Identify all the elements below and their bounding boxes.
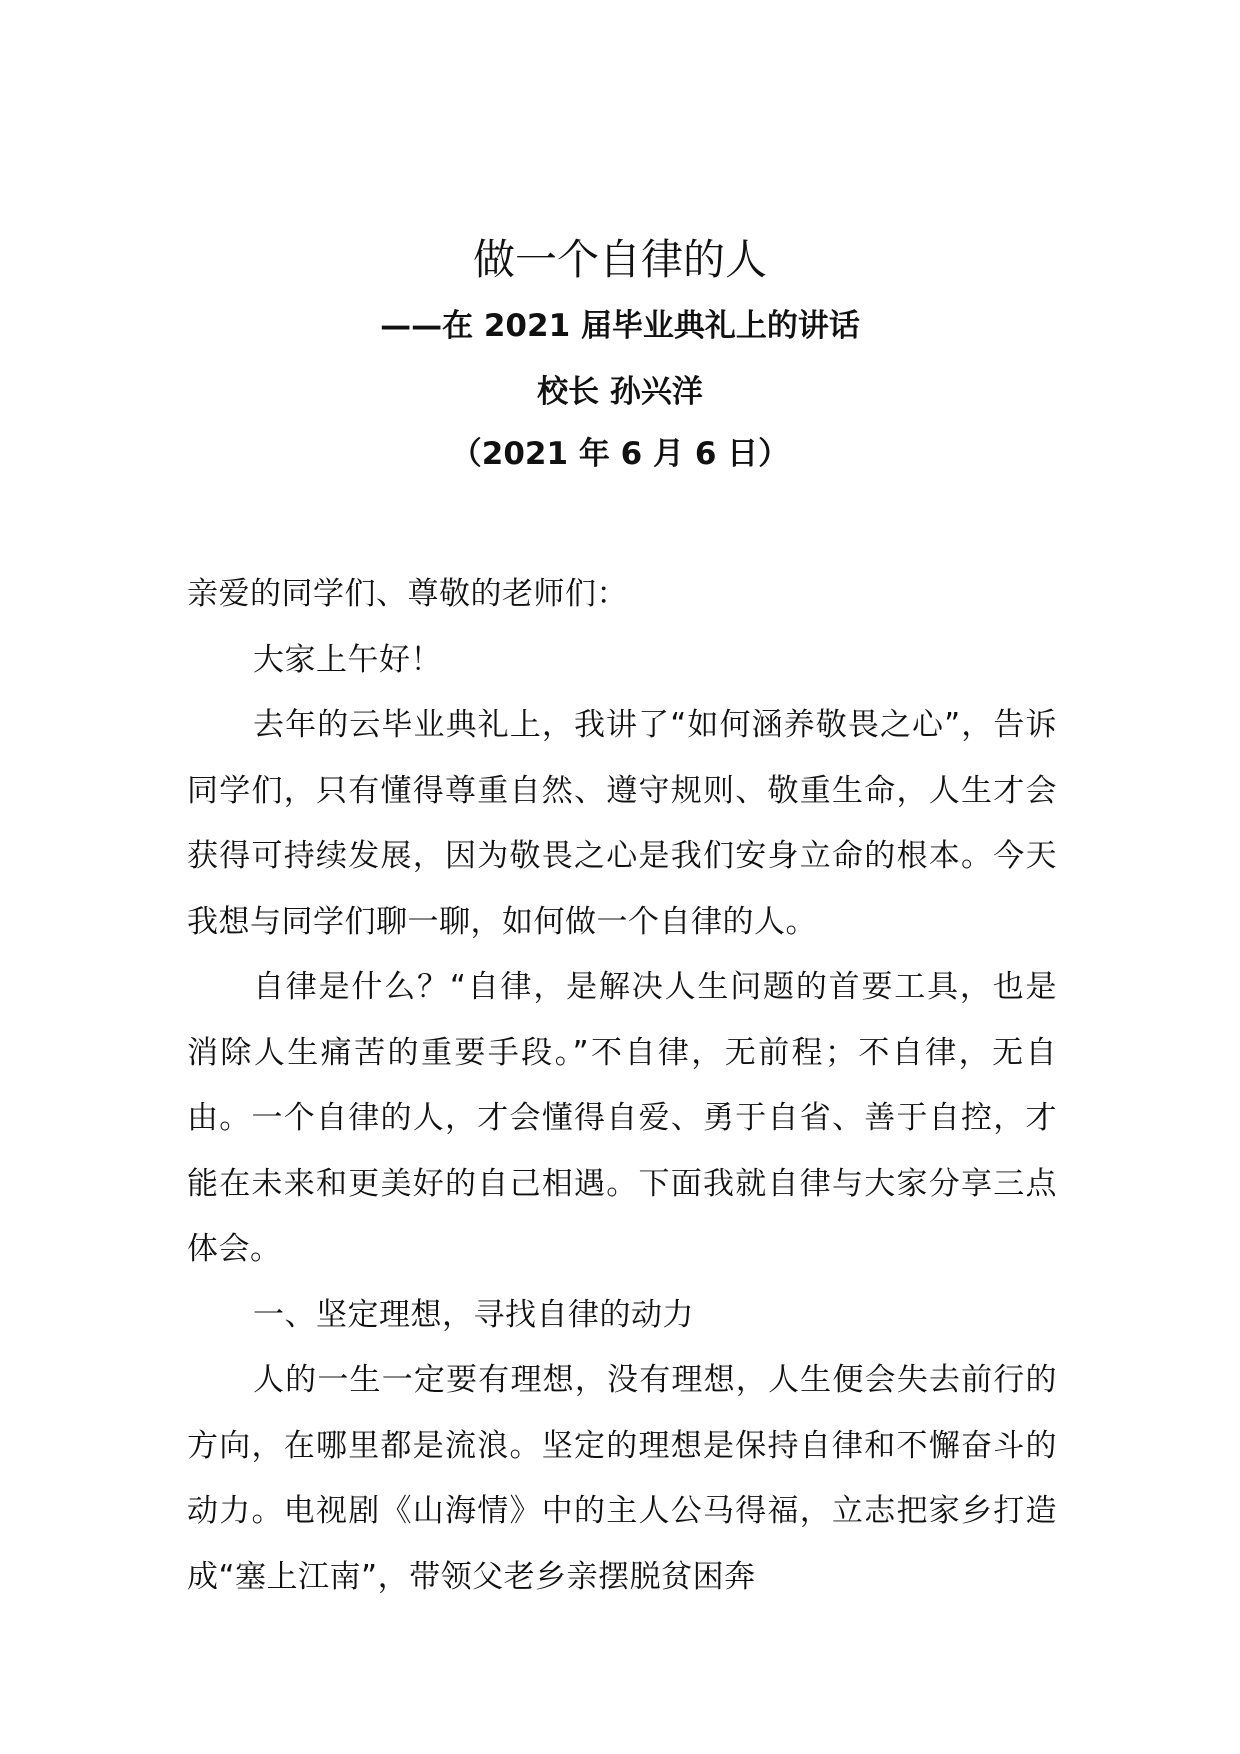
document-title: 做一个自律的人: [472, 235, 767, 284]
section-heading: 一、坚定理想，寻找自律的动力: [253, 1296, 694, 1333]
greeting-paragraph: 大家上午好！: [253, 641, 442, 678]
document-date: （2021 年 6 月 6 日）: [450, 436, 790, 472]
document-body: [187, 562, 1057, 1610]
body-paragraph: 自律是什么？“自律，是解决人生问题的首要工具，也是消除人生痛苦的重要手段。”不自律，无前程；不自律，无自由。一个自律的人，才会懂得自爱、勇于自省、善于自控，才能在未来和更美好的自己相遇。下面我就自律与大家分享三点体会。: [187, 969, 1057, 1267]
document-subtitle: ——在 2021 届毕业典礼上的讲话: [380, 308, 860, 344]
body-paragraph: 人的一生一定要有理想，没有理想，人生便会失去前行的方向，在哪里都是流浪。坚定的理想是保持自律和不懈奋斗的动力。电视剧《山海情》中的主人公马得福，立志把家乡打造成“塞上江南”，带领父老乡亲摆脱贫困奔: [187, 1362, 1057, 1595]
salutation: 亲爱的同学们、尊敬的老师们：: [187, 576, 628, 612]
body-paragraph: 去年的云毕业典礼上，我讲了“如何涵养敬畏之心”，告诉同学们，只有懂得尊重自然、遵守规则、敬重生命，人生才会获得可持续发展，因为敬畏之心是我们安身立命的根本。今天我想与同学们聊一聊，如何做一个自律的人。: [187, 707, 1057, 940]
document-author: 校长 孙兴洋: [537, 374, 703, 410]
